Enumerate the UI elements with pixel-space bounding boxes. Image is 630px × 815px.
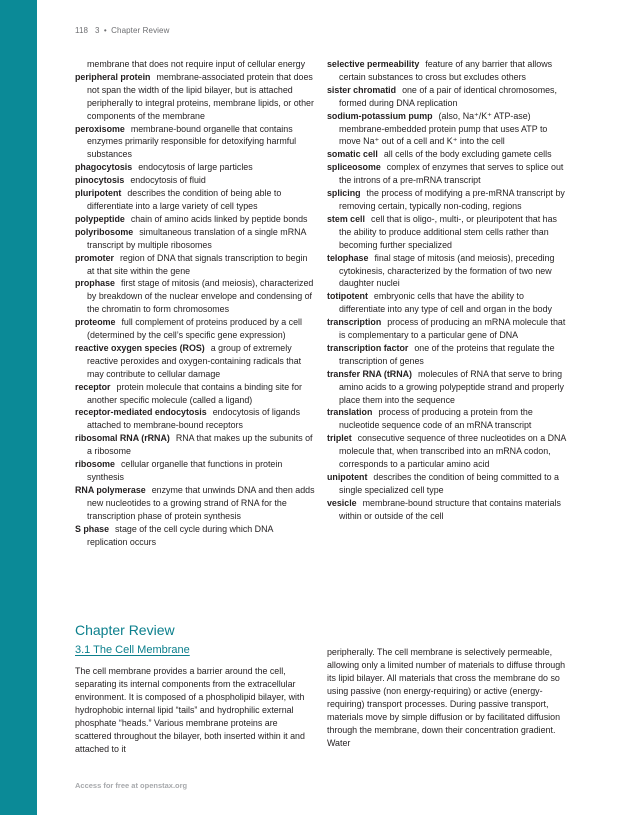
glossary-definition: membrane that does not require input of cellular energy <box>87 59 306 69</box>
glossary-definition: molecules of RNA that serve to bring amino acids to a growing polypeptide strand and properly place them into the sequence <box>339 368 564 405</box>
glossary-entry <box>327 213 567 252</box>
glossary-column-left <box>75 58 315 548</box>
glossary-entry <box>75 342 315 381</box>
glossary-term: peroxisome <box>75 123 125 134</box>
glossary-entry <box>75 58 315 71</box>
page-number: 118 <box>75 26 89 35</box>
glossary-definition: (also, Na⁺/K⁺ ATP-ase) membrane-embedded protein pump that uses ATP to move Na⁺ out of a cell and K⁺ into the cell <box>339 110 548 147</box>
glossary-entry <box>327 406 567 432</box>
glossary-definition: region of DNA that signals transcription to begin at that site within the gene <box>87 252 308 276</box>
review-paragraph-right: peripherally. The cell membrane is selectively permeable, allowing only a limited number of materials to diffuse through its lipid bilayer. All materials that cross the membrane do so using passive (non energy-requiring) or active (energy-requiring) transport processes. During passive transport, materials move by simple diffusion or by facilitated diffusion through the membrane, down their concentration gradient. Water <box>327 647 566 748</box>
glossary-column-right <box>327 58 567 523</box>
glossary-entry <box>75 161 315 174</box>
glossary-entry <box>75 316 315 342</box>
glossary-definition: consecutive sequence of three nucleotides on a DNA molecule that, when transcribed into an mRNA codon, corresponds to a particular amino acid <box>339 433 566 470</box>
glossary-term: S phase <box>75 523 110 534</box>
glossary-entry <box>75 381 315 407</box>
glossary-definition: describes the condition of being committed to a single specialized cell type <box>339 472 559 495</box>
glossary-entry <box>327 110 567 149</box>
glossary-term: phagocytosis <box>75 162 133 173</box>
glossary-definition: cellular organelle that functions in protein synthesis <box>87 459 283 482</box>
glossary-entry <box>75 187 315 213</box>
glossary-entry <box>75 226 315 252</box>
glossary-term: translation <box>327 407 373 418</box>
glossary-definition: complex of enzymes that serves to splice out the introns of a pre-mRNA transcript <box>339 162 564 186</box>
glossary-term: vesicle <box>327 497 357 508</box>
glossary-entry <box>327 58 567 84</box>
glossary-term: triplet <box>327 433 352 444</box>
glossary-entry <box>327 432 567 471</box>
glossary-entry <box>327 368 567 407</box>
glossary-term: spliceosome <box>327 162 381 173</box>
glossary-entry <box>75 252 315 278</box>
chapter-review-heading: Chapter Review <box>75 622 175 638</box>
glossary-definition: feature of any barrier that allows certain substances to cross but excludes others <box>339 59 553 82</box>
glossary-entry <box>75 71 315 123</box>
glossary-entry <box>75 406 315 432</box>
glossary-definition: one of a pair of identical chromosomes, formed during DNA replication <box>339 84 557 108</box>
chapter-section-label: Chapter Review <box>111 26 170 35</box>
glossary-definition: process of producing a protein from the nucleotide sequence code of an mRNA transcript <box>339 407 533 431</box>
glossary-term: transcription factor <box>327 342 409 353</box>
glossary-term: pluripotent <box>75 188 122 199</box>
glossary-term: ribosomal RNA (rRNA) <box>75 433 170 444</box>
glossary-term: ribosome <box>75 459 115 470</box>
glossary-definition: process of producing an mRNA molecule that is complementary to a particular gene of DNA <box>339 317 566 341</box>
glossary-definition: embryonic cells that have the ability to differentiate into any type of cell and organ in the body <box>339 291 552 315</box>
glossary-entry <box>75 174 315 187</box>
glossary-entry <box>327 342 567 368</box>
glossary-definition: all cells of the body excluding gamete cells <box>383 149 552 160</box>
glossary-term: transcription <box>327 317 382 328</box>
glossary-term: splicing <box>327 188 361 199</box>
glossary-definition: endocytosis of large particles <box>138 162 253 173</box>
footer-access-text: Access for free at openstax.org <box>75 781 188 790</box>
glossary-definition: one of the proteins that regulate the transcription of genes <box>339 342 555 366</box>
glossary-entry <box>327 84 567 110</box>
glossary-definition: enzyme that unwinds DNA and then adds new nucleotides to a growing strand of RNA for the transcription phase of protein synthesis <box>87 484 315 521</box>
glossary-definition: describes the condition of being able to differentiate into a large variety of cell types <box>87 188 282 211</box>
chapter-number: 3 <box>95 26 100 35</box>
glossary-entry <box>75 484 315 523</box>
glossary-definition: endocytosis of ligands attached to membrane-bound receptors <box>87 407 301 431</box>
glossary-definition: endocytosis of fluid <box>130 175 206 186</box>
glossary-term: receptor-mediated endocytosis <box>75 407 207 418</box>
glossary-term: proteome <box>75 317 116 328</box>
glossary-entry <box>75 213 315 226</box>
glossary-definition: protein molecule that contains a binding site for another specific molecule (called a ligand) <box>87 381 303 405</box>
review-paragraph-left: The cell membrane provides a barrier around the cell, separating its internal components from the extracellular environment. It is composed of a phospholipid bilayer, with hydrophobic internal lipid “tails” and hydrophilic external phosphate “heads.” Various membrane proteins are scattered throughout the bilayer, both inserted within it and attached to it <box>75 666 305 754</box>
glossary-term: totipotent <box>327 291 368 302</box>
glossary-entry <box>327 316 567 342</box>
glossary-term: receptor <box>75 381 111 392</box>
glossary-term: sodium-potassium pump <box>327 110 433 121</box>
glossary-definition: membrane-associated protein that does not span the width of the lipid bilayer, but is attached peripherally to integral proteins, membrane lipids, or other components of the membrane <box>87 71 314 121</box>
glossary-term: polyribosome <box>75 226 134 237</box>
glossary-term: prophase <box>75 278 115 289</box>
glossary-definition: the process of modifying a pre-mRNA transcript by removing certain, typically non-coding, regions <box>339 188 565 211</box>
glossary-entry <box>75 458 315 484</box>
glossary-entry <box>327 161 567 187</box>
glossary-term: transfer RNA (tRNA) <box>327 368 412 379</box>
glossary-term: polypeptide <box>75 213 125 224</box>
glossary-term: somatic cell <box>327 149 378 160</box>
glossary-term: selective permeability <box>327 59 420 69</box>
glossary-definition: first stage of mitosis (and meiosis), characterized by breakdown of the nuclear envelope and condensing of the chromatin to form chromosomes <box>87 278 314 315</box>
glossary-entry <box>327 497 567 523</box>
glossary-term: RNA polymerase <box>75 484 146 495</box>
glossary-entry <box>75 123 315 162</box>
glossary-definition: a group of extremely reactive peroxides and oxygen-containing radicals that may contribute to cellular damage <box>87 342 302 379</box>
glossary-term: reactive oxygen species (ROS) <box>75 342 205 353</box>
glossary-definition: final stage of mitosis (and meiosis), preceding cytokinesis, characterized by the formation of two new daughter nuclei <box>339 252 555 289</box>
side-color-bar <box>0 0 37 815</box>
glossary-definition: RNA that makes up the subunits of a ribosome <box>87 433 313 457</box>
section-link-cell-membrane[interactable]: 3.1 The Cell Membrane <box>75 644 190 656</box>
glossary-term: peripheral protein <box>75 71 151 82</box>
glossary-term: stem cell <box>327 213 365 224</box>
glossary-term: telophase <box>327 252 369 263</box>
glossary-definition: membrane-bound organelle that contains enzymes primarily responsible for detoxifying harmful substances <box>87 123 297 160</box>
glossary-entry <box>75 277 315 316</box>
glossary-entry <box>327 148 567 161</box>
glossary-entry <box>327 471 567 497</box>
glossary-definition: chain of amino acids linked by peptide bonds <box>130 213 308 224</box>
glossary-term: sister chromatid <box>327 84 397 95</box>
glossary-entry <box>75 523 315 549</box>
glossary-entry <box>327 252 567 291</box>
glossary-entry <box>327 187 567 213</box>
glossary-definition: cell that is oligo-, multi-, or pleuripotent that has the ability to produce additional stem cells rather than becoming further specialized <box>339 213 557 250</box>
glossary-definition: stage of the cell cycle during which DNA replication occurs <box>87 523 273 547</box>
glossary-definition: simultaneous translation of a single mRNA transcript by multiple ribosomes <box>87 226 306 250</box>
glossary-term: promoter <box>75 252 114 263</box>
glossary-term: unipotent <box>327 472 368 482</box>
glossary-definition: full complement of proteins produced by a cell (determined by the cell’s specific gene expression) <box>87 317 302 341</box>
glossary-entry <box>75 432 315 458</box>
page-header <box>75 26 169 35</box>
glossary-entry <box>327 290 567 316</box>
glossary-term: pinocytosis <box>75 175 125 186</box>
header-bullet: • <box>103 26 107 35</box>
glossary-definition: membrane-bound structure that contains materials within or outside of the cell <box>339 497 561 521</box>
